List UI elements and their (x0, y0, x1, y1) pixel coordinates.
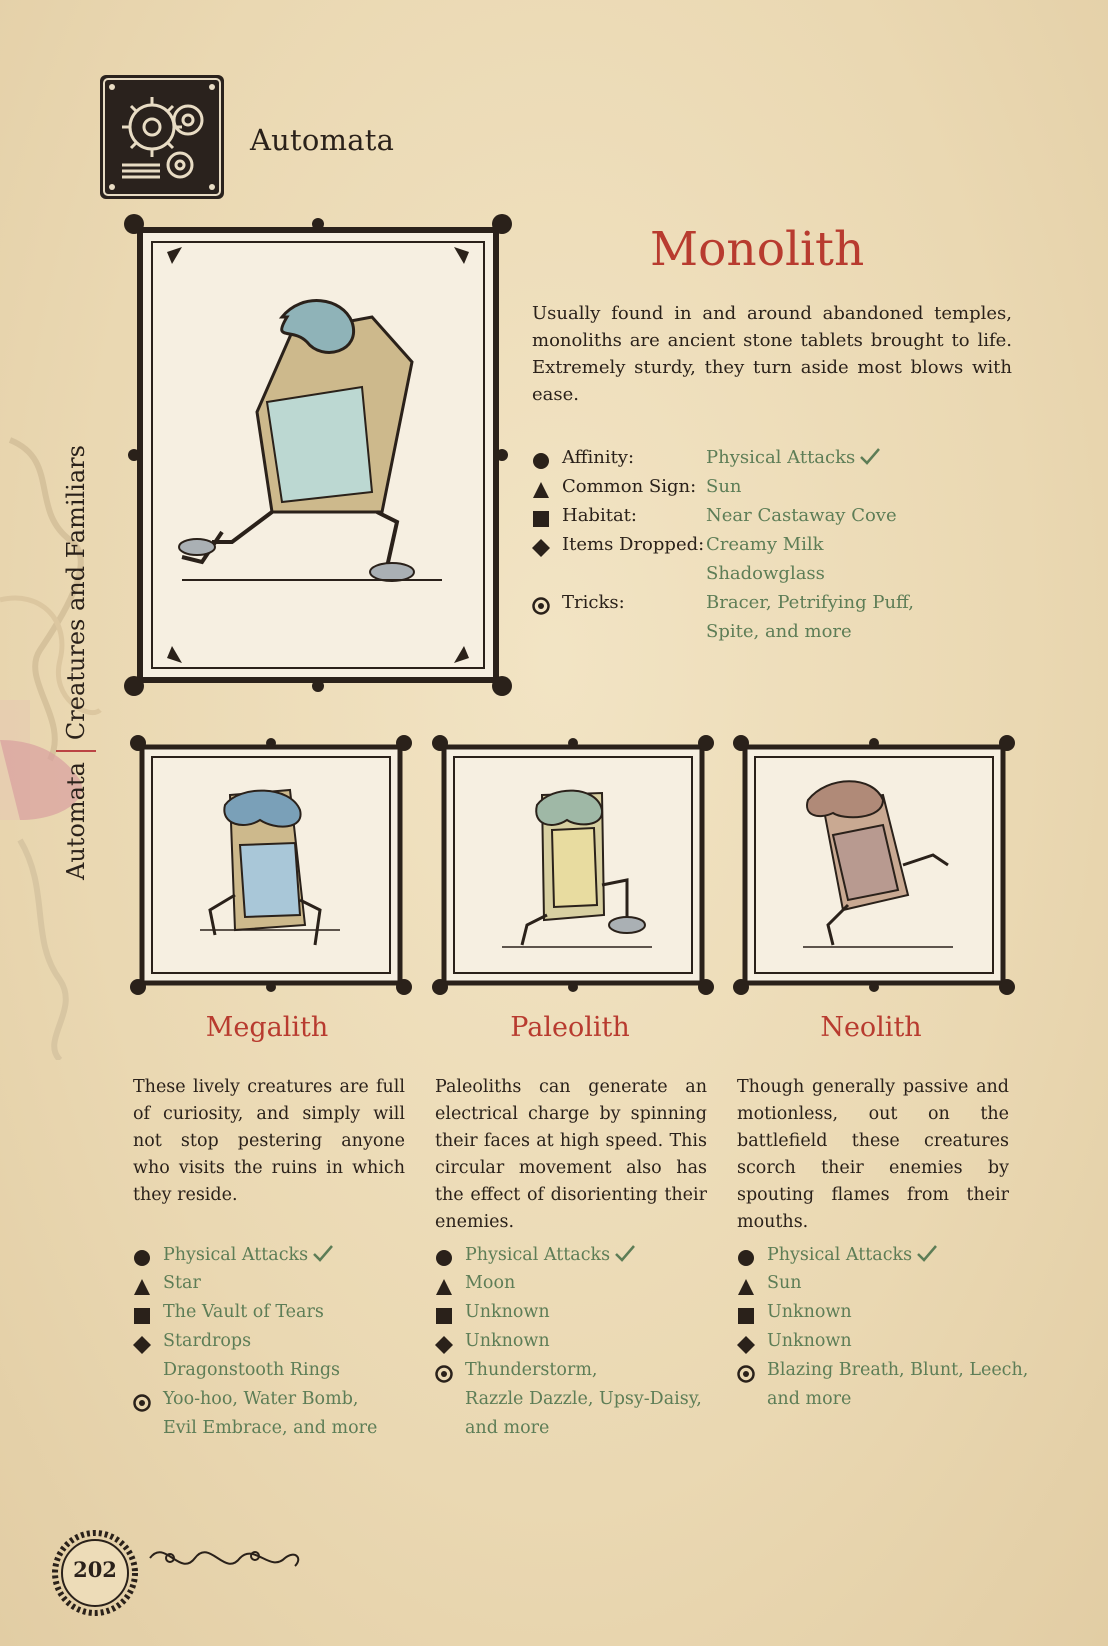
paleolith-stat-row (435, 1273, 715, 1302)
triangle-icon (133, 1278, 151, 1296)
paleolith-stat-row (435, 1418, 715, 1447)
square-icon (737, 1307, 755, 1325)
monolith-stat-value: Bracer, Petrifying Puff, (706, 592, 914, 613)
checkmark-icon (855, 447, 881, 468)
monolith-stat-label: Affinity: (562, 447, 635, 468)
square-icon (435, 1307, 453, 1325)
monolith-portrait-frame (122, 212, 514, 698)
triangle-icon (435, 1278, 453, 1296)
megalith-stat-value: Evil Embrace, and more (163, 1418, 378, 1438)
paleolith-stats (435, 1244, 715, 1447)
monolith-stat-value: Creamy Milk (706, 534, 824, 555)
neolith-portrait-frame (733, 735, 1015, 995)
paleolith-stat-row (435, 1244, 715, 1273)
footer-flourish-decoration (145, 1528, 305, 1588)
monolith-stat-row (532, 592, 1012, 621)
megalith-stat-value: Stardrops (163, 1331, 252, 1351)
neolith-stat-row (737, 1389, 1017, 1418)
neolith-stat-value: Physical Attacks (767, 1244, 938, 1265)
diamond-icon (133, 1336, 151, 1354)
paleolith-stat-value: and more (465, 1418, 550, 1438)
megalith-stat-value: Yoo-hoo, Water Bomb, (163, 1389, 359, 1409)
chapter-title: Automata (250, 123, 395, 157)
paleolith-description: Paleoliths can generate an electrical charge by spinning their faces at high speed. This circular movement also has the effect of disorienting their enemies. (435, 1077, 707, 1232)
neolith-stat-row (737, 1331, 1017, 1360)
megalith-stat-row (133, 1302, 413, 1331)
checkmark-icon (912, 1245, 938, 1265)
paleolith-stat-value: Moon (465, 1273, 516, 1293)
megalith-stat-row (133, 1331, 413, 1360)
neolith-stat-row (737, 1302, 1017, 1331)
monolith-stat-label: Habitat: (562, 505, 637, 526)
checkmark-icon (308, 1245, 334, 1265)
monolith-stat-row (532, 534, 1012, 563)
monolith-stat-value: Near Castaway Cove (706, 505, 897, 526)
neolith-stat-row (737, 1244, 1017, 1273)
paleolith-stat-row (435, 1389, 715, 1418)
side-tab (56, 445, 96, 880)
paleolith-stat-value: Thunderstorm, (465, 1360, 598, 1380)
paleolith-stat-value: Razzle Dazzle, Upsy-Daisy, (465, 1389, 702, 1409)
megalith-portrait-frame (130, 735, 412, 995)
circle-icon (532, 452, 550, 470)
triangle-icon (737, 1278, 755, 1296)
monolith-stat-value: Sun (706, 476, 742, 497)
paleolith-stat-row (435, 1302, 715, 1331)
monolith-stat-value: Spite, and more (706, 621, 852, 642)
megalith-description: These lively creatures are full of curiosity, and simply will not stop pestering anyone who visits the ruins in which they reside. (133, 1077, 405, 1205)
paleolith-stat-row (435, 1360, 715, 1389)
page-number: 202 (73, 1557, 117, 1582)
gears-icon (100, 75, 224, 199)
square-icon (133, 1307, 151, 1325)
neolith-stat-row (737, 1360, 1029, 1389)
monolith-stat-row (532, 476, 1012, 505)
megalith-stat-value: Physical Attacks (163, 1244, 334, 1265)
creature-name: Monolith (650, 222, 865, 277)
side-tab-separator (56, 750, 96, 752)
paleolith-name: Paleolith (510, 1012, 630, 1043)
checkmark-icon (610, 1245, 636, 1265)
creature-description: Usually found in and around abandoned temples, monoliths are ancient stone tablets brought to life. Extremely sturdy, they turn aside most blows with ease. (532, 303, 1012, 405)
megalith-stat-row (133, 1360, 413, 1389)
monolith-stat-label: Items Dropped: (562, 534, 705, 555)
monolith-stat-value: Shadowglass (706, 563, 825, 584)
neolith-stat-value: Blazing Breath, Blunt, Leech, (767, 1360, 1029, 1380)
circle-icon (737, 1249, 755, 1267)
monolith-stat-label: Common Sign: (562, 476, 697, 497)
megalith-stat-value: Star (163, 1273, 201, 1293)
diamond-icon (435, 1336, 453, 1354)
side-tab-section: Automata (62, 762, 90, 880)
neolith-stat-value: Unknown (767, 1302, 852, 1322)
megalith-stat-row (133, 1244, 413, 1273)
target-icon (133, 1394, 151, 1412)
creature-stats (532, 447, 1012, 650)
monolith-stat-row (532, 563, 1012, 592)
circle-icon (435, 1249, 453, 1267)
neolith-stat-row (737, 1273, 1017, 1302)
side-tab-book-part: Creatures and Familiars (62, 445, 90, 741)
monolith-stat-value: Physical Attacks (706, 447, 881, 468)
paleolith-stat-row (435, 1331, 715, 1360)
paleolith-stat-value: Physical Attacks (465, 1244, 636, 1265)
megalith-stats (133, 1244, 413, 1447)
neolith-stat-value: and more (767, 1389, 852, 1409)
paleolith-portrait-frame (432, 735, 714, 995)
neolith-stat-value: Sun (767, 1273, 802, 1293)
diamond-icon (737, 1336, 755, 1354)
megalith-stat-value: The Vault of Tears (163, 1302, 324, 1322)
diamond-icon (532, 539, 550, 557)
megalith-stat-row (133, 1389, 413, 1418)
target-icon (435, 1365, 453, 1383)
paleolith-stat-value: Unknown (465, 1302, 550, 1322)
target-icon (737, 1365, 755, 1383)
megalith-stat-row (133, 1418, 413, 1447)
neolith-name: Neolith (820, 1012, 922, 1043)
triangle-icon (532, 481, 550, 499)
megalith-stat-row (133, 1273, 413, 1302)
neolith-stats (737, 1244, 1029, 1418)
square-icon (532, 510, 550, 528)
paleolith-stat-value: Unknown (465, 1331, 550, 1351)
monolith-stat-label: Tricks: (562, 592, 625, 613)
megalith-name: Megalith (205, 1012, 329, 1043)
megalith-stat-value: Dragonstooth Rings (163, 1360, 341, 1380)
neolith-description: Though generally passive and motionless, out on the battlefield these creatures scorch their enemies by spouting flames from their mouths. (737, 1077, 1009, 1232)
neolith-stat-value: Unknown (767, 1331, 852, 1351)
circle-icon (133, 1249, 151, 1267)
monolith-stat-row (532, 505, 1012, 534)
target-icon (532, 597, 550, 615)
monolith-stat-row (532, 621, 1012, 650)
monolith-stat-row (532, 447, 1012, 476)
